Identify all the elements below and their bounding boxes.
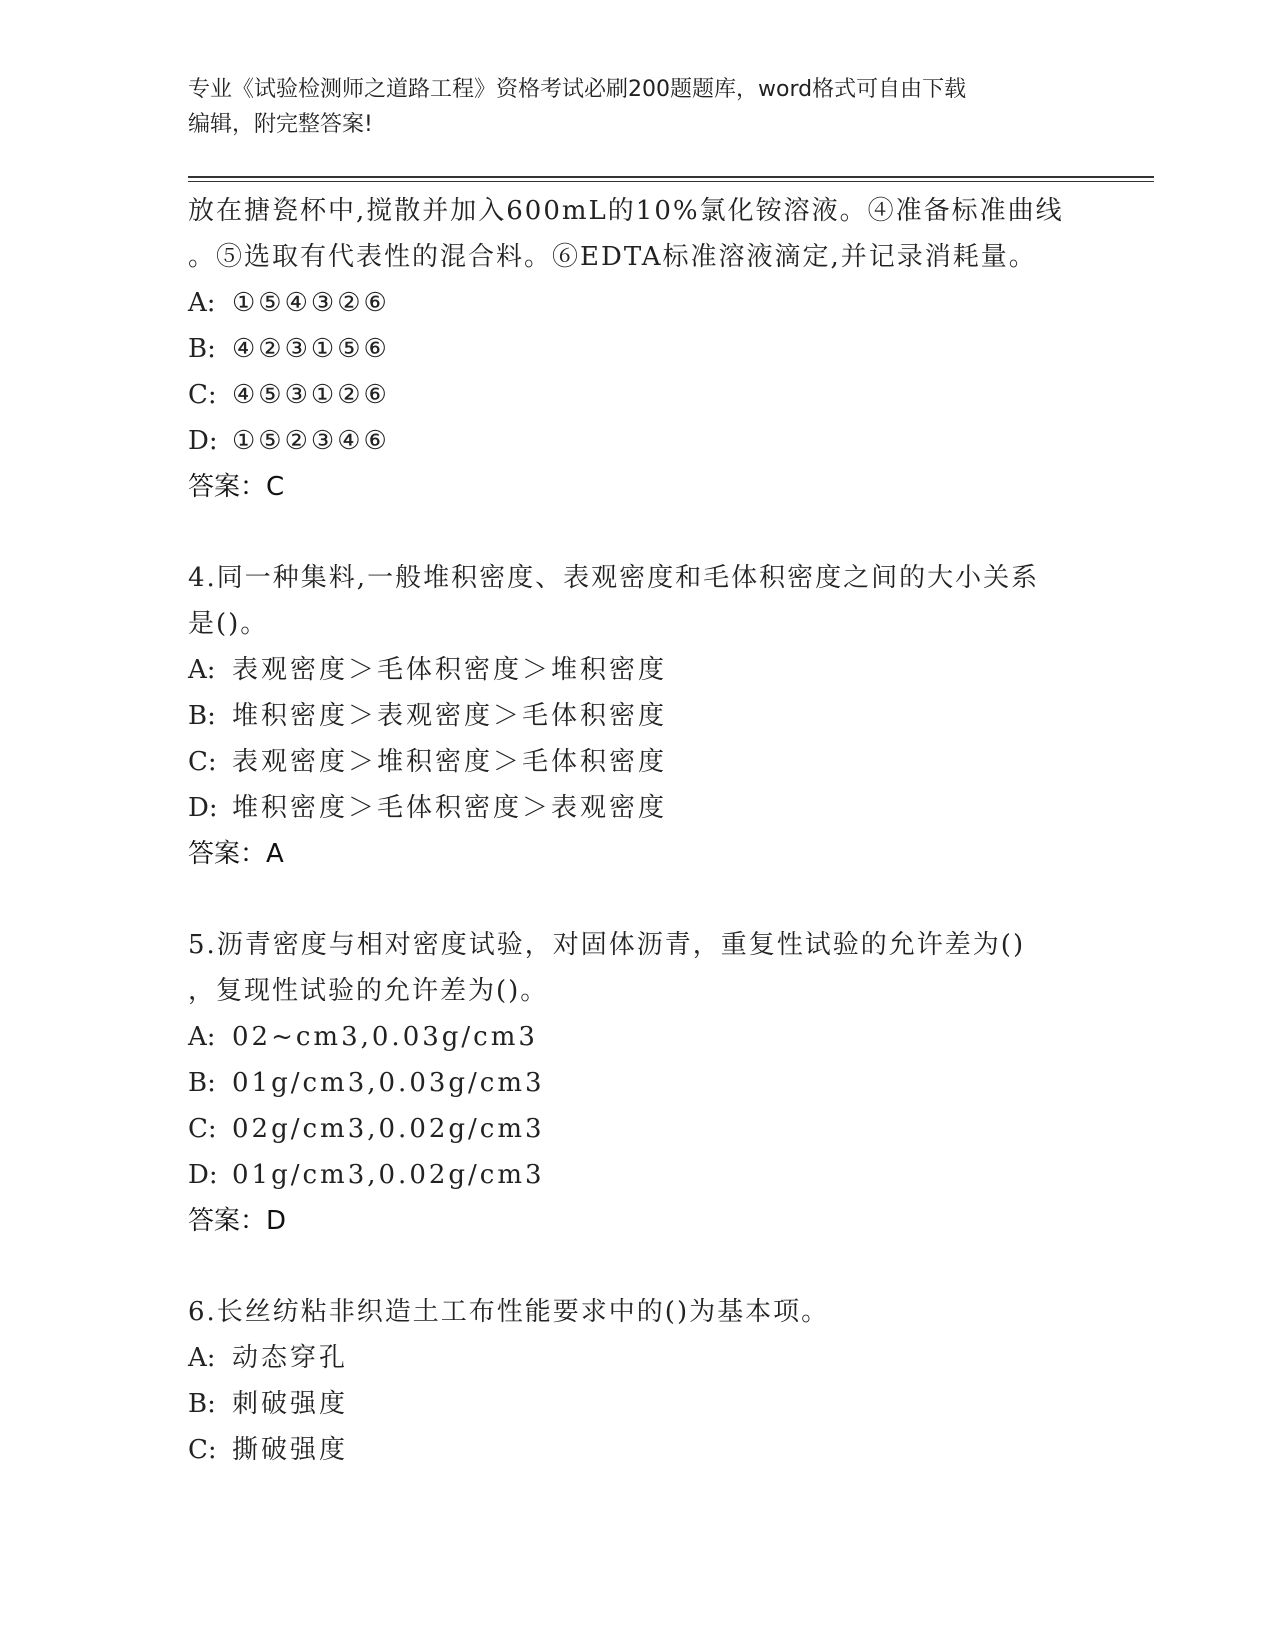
option-text: 01g/cm3,0.02g/cm3 — [232, 1160, 545, 1190]
option-label: C: — [188, 1114, 217, 1144]
option-text: 02g/cm3,0.02g/cm3 — [232, 1114, 545, 1144]
option-text: 01g/cm3,0.03g/cm3 — [232, 1068, 545, 1098]
option-text: ①⑤④③②⑥ — [232, 288, 390, 318]
answer-line: 答案：D — [188, 1206, 287, 1236]
option-text: ④②③①⑤⑥ — [232, 334, 390, 364]
question-stem-line: ，复现性试验的允许差为()。 — [188, 976, 549, 1006]
option-text: 堆积密度＞表观密度＞毛体积密度 — [232, 701, 668, 731]
option-b — [188, 326, 1088, 372]
option-label: C: — [188, 747, 217, 777]
option-label: C: — [188, 380, 217, 410]
option-label: A: — [188, 1343, 216, 1373]
option-label: B: — [188, 334, 216, 364]
answer-line: 答案：C — [188, 472, 285, 502]
option-text: ①⑤②③④⑥ — [232, 426, 390, 456]
option-text: ④⑤③①②⑥ — [232, 380, 390, 410]
option-text: 堆积密度＞毛体积密度＞表观密度 — [232, 793, 668, 823]
question-3 — [188, 188, 1088, 510]
option-text: 撕破强度 — [232, 1435, 349, 1465]
option-label: B: — [188, 1389, 216, 1419]
option-a — [188, 280, 1088, 326]
option-text: 02~cm3,0.03g/cm3 — [232, 1022, 538, 1052]
answer-line: 答案：A — [188, 839, 284, 869]
option-text: 表观密度＞堆积密度＞毛体积密度 — [232, 747, 668, 777]
option-label: D: — [188, 1160, 218, 1190]
option-c — [188, 739, 1088, 785]
question-spacer — [188, 510, 1088, 555]
option-a — [188, 647, 1088, 693]
question-4 — [188, 555, 1088, 877]
question-stem-line: 5.沥青密度与相对密度试验，对固体沥青，重复性试验的允许差为() — [188, 930, 1026, 960]
option-a — [188, 1335, 1088, 1381]
option-label: B: — [188, 1068, 216, 1098]
page-header — [188, 72, 1088, 142]
option-label: D: — [188, 426, 218, 456]
question-spacer — [188, 1244, 1088, 1289]
option-label: B: — [188, 701, 216, 731]
option-d — [188, 418, 1088, 464]
question-spacer — [188, 877, 1088, 922]
option-text: 表观密度＞毛体积密度＞堆积密度 — [232, 655, 668, 685]
option-b — [188, 1060, 1088, 1106]
question-stem-line: 。⑤选取有代表性的混合料。⑥EDTA标准溶液滴定,并记录消耗量。 — [188, 242, 1037, 272]
header-title-line-2: 编辑，附完整答案! — [188, 112, 373, 137]
option-b — [188, 693, 1088, 739]
option-d — [188, 785, 1088, 831]
option-label: D: — [188, 793, 218, 823]
option-text: 动态穿孔 — [232, 1343, 349, 1373]
option-label: C: — [188, 1435, 217, 1465]
question-list — [188, 188, 1088, 1473]
question-stem-line: 是()。 — [188, 609, 269, 639]
option-label: A: — [188, 655, 216, 685]
option-d — [188, 1152, 1088, 1198]
question-6 — [188, 1289, 1088, 1473]
question-5 — [188, 922, 1088, 1244]
question-stem-line: 放在搪瓷杯中,搅散并加入600mL的10%氯化铵溶液。④准备标准曲线 — [188, 196, 1064, 226]
question-stem-line: 6.长丝纺粘非织造土工布性能要求中的()为基本项。 — [188, 1297, 830, 1327]
header-title-line-1: 专业《试验检测师之道路工程》资格考试必刷200题题库，word格式可自由下载 — [188, 77, 967, 102]
option-b — [188, 1381, 1088, 1427]
option-c — [188, 372, 1088, 418]
option-c — [188, 1106, 1088, 1152]
question-stem-line: 4.同一种集料,一般堆积密度、表观密度和毛体积密度之间的大小关系 — [188, 563, 1040, 593]
header-divider — [188, 176, 1154, 182]
option-a — [188, 1014, 1088, 1060]
option-c — [188, 1427, 1088, 1473]
option-label: A: — [188, 1022, 216, 1052]
option-label: A: — [188, 288, 216, 318]
option-text: 刺破强度 — [232, 1389, 349, 1419]
